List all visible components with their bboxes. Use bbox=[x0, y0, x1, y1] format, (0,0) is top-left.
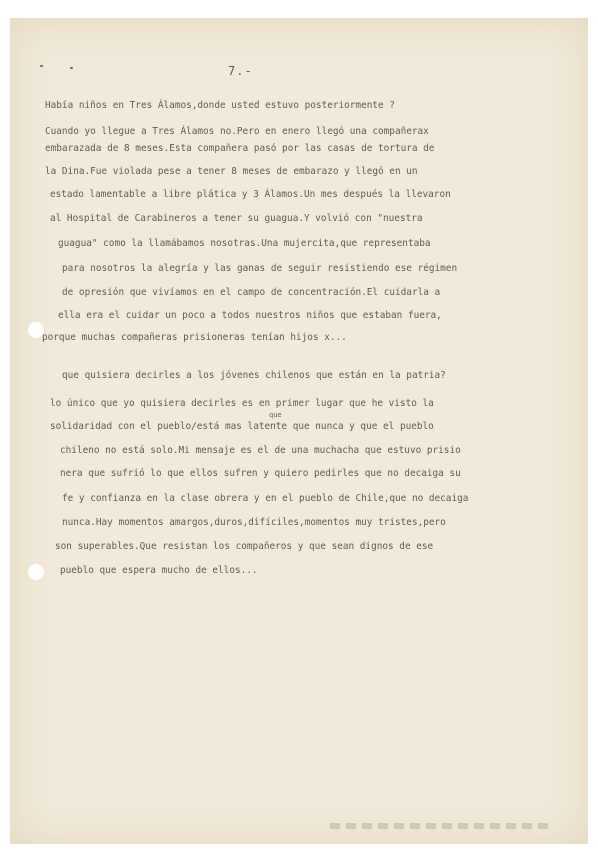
text-line: nera que sufrió lo que ellos sufren y quiero pedirles que no decaiga su bbox=[60, 468, 461, 479]
ink-speck bbox=[40, 65, 43, 67]
text-line: lo único que yo quisiera decirles es en primer lugar que he visto la bbox=[50, 398, 434, 409]
text-line: estado lamentable a libre plática y 3 Álamos.Un mes después la llevaron bbox=[50, 189, 451, 200]
text-line: la Dina.Fue violada pese a tener 8 meses de embarazo y llegó en un bbox=[45, 166, 418, 177]
punch-hole-bottom bbox=[28, 564, 44, 580]
text-line: porque muchas compañeras prisioneras tenían hijos x... bbox=[42, 332, 347, 343]
text-line: pueblo que espera mucho de ellos... bbox=[60, 565, 258, 576]
question-line: que quisiera decirles a los jóvenes chilenos que están en la patria? bbox=[62, 370, 446, 381]
ink-speck bbox=[70, 67, 73, 69]
text-line: embarazada de 8 meses.Esta compañera pasó por las casas de tortura de bbox=[45, 143, 435, 154]
text-line: chileno no está solo.Mi mensaje es el de una muchacha que estuvo prisio bbox=[60, 445, 461, 456]
text-line: Cuando yo llegue a Tres Álamos no.Pero en enero llegó una compañerax bbox=[45, 126, 429, 137]
page-number: 7.- bbox=[228, 64, 253, 78]
text-line: ella era el cuidar un poco a todos nuestros niños que estaban fuera, bbox=[58, 310, 442, 321]
text-line: para nosotros la alegría y las ganas de seguir resistiendo ese régimen bbox=[62, 263, 458, 274]
text-line: nunca.Hay momentos amargos,duros,difíciles,momentos muy tristes,pero bbox=[62, 517, 446, 528]
text-line: solidaridad con el pueblo/está mas latente que nunca y que el pueblo bbox=[50, 421, 434, 432]
text-line: de opresión que vivíamos en el campo de concentración.El cuidarla a bbox=[62, 287, 441, 298]
text-line: al Hospital de Carabineros a tener su guagua.Y volvió con "nuestra bbox=[50, 213, 423, 224]
handwritten-insertion: que bbox=[269, 411, 282, 419]
question-line: Había niños en Tres Álamos,donde usted estuvo posteriormente ? bbox=[45, 100, 395, 111]
bleed-through-text bbox=[330, 823, 550, 829]
text-line: guagua" como la llamábamos nosotras.Una mujercita,que representaba bbox=[58, 238, 431, 249]
text-line: son superables.Que resistan los compañeros y que sean dignos de ese bbox=[55, 541, 434, 552]
text-line: fe y confianza en la clase obrera y en el pueblo de Chile,que no decaiga bbox=[62, 493, 469, 504]
